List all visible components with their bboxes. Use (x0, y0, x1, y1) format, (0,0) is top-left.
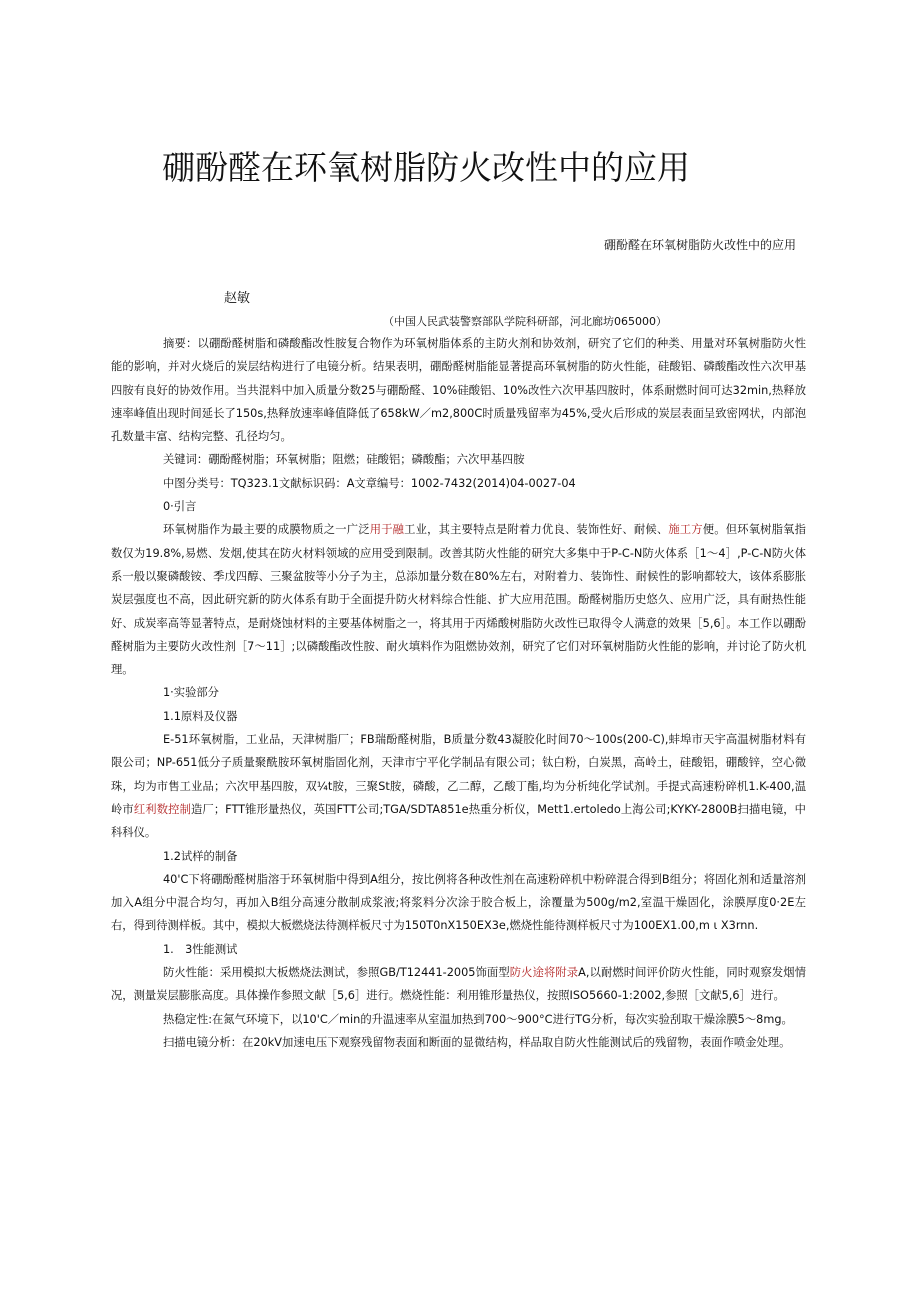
paper-body (111, 332, 806, 1054)
paper-title: 硼酚醛在环氧树脂防火改性中的应用 (162, 148, 690, 187)
fire-test-text-1: 防火性能：采用模拟大板燃烧法测试，参照GB/T12441-2005饰面型 (163, 966, 510, 980)
section-heading-materials: 1.1原料及仪器 (163, 709, 238, 723)
intro-text-2: 工业，其主要特点是附着力优良、装饰性好、耐候、 (404, 523, 669, 537)
intro-paragraph (111, 518, 806, 681)
running-head: 硼酚醛在环氧树脂防火改性中的应用 (603, 238, 796, 252)
author-name: 赵敏 (224, 291, 251, 306)
section-heading-intro: 0·引言 (163, 500, 197, 514)
fire-test-text-2: A,以耐燃时间评价防火性能，同时观察发烟情况，测量炭层膨胀高度。具体操作参照文献［5,6］进行。燃烧性能：利用锥形量热仪，按照ISO5660-1:2002,参照［文献5,6］进行。 (111, 966, 806, 1003)
fire-test-link[interactable]: 防火途将附录 (509, 966, 579, 980)
thermal-stability-paragraph: 热稳定性:在氮气环境下，以10'C／min的升温速率从室温加热到700～900°C进行TG分析，每次实验刮取干燥涂膜5～8mg。 (163, 1012, 793, 1026)
classification-line: 中图分类号：TQ323.1文献标识码：A文章编号：1002-7432(2014)04-0027-04 (163, 476, 576, 490)
abstract: 摘要：以硼酚醛树脂和磷酸酯改性胺复合物作为环氧树脂体系的主防火剂和协效剂，研究了它们的种类、用量对环氧树脂防火性能的影响，并对火烧后的炭层结构进行了电镜分析。结果表明，硼酚醛树脂能显著提高环氧树脂的防火性能，硅酸铝、磷酸酯改性六次甲基四胺有良好的协效作用。当共混料中加入质量分数25与硼酚醛、10%硅酸铝、10%改性六次甲基四胺时，体系耐燃时间可达32min,热释放速率峰值出现时间延长了150s,热释放速率峰值降低了658kW／m2,800C时质量残留率为45%,受火后形成的炭层表面呈致密网状，内部泡孔数量丰富、结构完整、孔径均匀。 (111, 337, 806, 444)
materials-text-2: 造厂；FTT锥形量热仪，英国FTT公司;TGA/SDTA851e热重分析仪，Mett1.ertoledo上海公司;KYKY-2800B扫描电镜，中科科仪。 (111, 802, 806, 840)
intro-link-2[interactable]: 施工方 (668, 523, 703, 537)
materials-text-1: E-51环氧树脂，工业品，天津树脂厂；FB瑞酚醛树脂，B质量分数43凝胶化时间70～100s(200-C),蚌埠市天宇高温树脂材料有限公司；NP-651低分子质量聚酰胺环氧树脂固化剂，天津市宁平化学制品有限公司；钛白粉，白炭黑，高岭土，硅酸铝，硼酸锌，空心微珠，均为市售工业品；六次甲基四胺，双¼t胺，三聚St胺，磷酸，乙二醇，乙酸丁酯,均为分析纯化学试剂。手提式高速粉碎机1.K-400,温岭市 (111, 733, 806, 816)
preparation-paragraph: 40'C下将硼酚醛树脂溶于环氧树脂中得到A组分，按比例将各种改性剂在高速粉碎机中粉碎混合得到B组分；将固化剂和适量溶剂加入A组分中混合均匀，再加入B组分高速分散制成浆液;将浆料分次涂于胶合板上，涂覆量为500g/m2,室温干燥固化，涂膜厚度0·2E左右，得到待测样板。其中，模拟大板燃烧法待测样板尺寸为150T0nX150EX3e,燃烧性能待测样板尺寸为100EX1.00,m ι X3rnn. (111, 872, 806, 933)
intro-text-1: 环氧树脂作为最主要的成膜物质之一广泛 (163, 523, 370, 537)
author-affiliation: （中国人民武装警察部队学院科研部，河北廊坊065000） (383, 315, 667, 328)
materials-link[interactable]: 红利数控制 (133, 802, 191, 816)
section-heading-testing: 1. 3性能测试 (163, 942, 238, 956)
section-heading-experimental: 1·实验部分 (163, 686, 219, 700)
intro-link-1[interactable]: 用于融 (369, 523, 405, 537)
section-heading-preparation: 1.2试样的制备 (163, 849, 238, 863)
fire-test-paragraph (111, 961, 806, 1008)
sem-paragraph: 扫描电镜分析：在20kV加速电压下观察残留物表面和断面的显微结构，样品取自防火性能测试后的残留物，表面作喷金处理。 (163, 1035, 791, 1049)
keywords: 关键词：硼酚醛树脂；环氧树脂；阻燃；硅酸铝；磷酸酯；六次甲基四胺 (163, 453, 525, 467)
intro-text-3: 便。但环氧树脂氧指数仅为19.8%,易燃、发烟,使其在防火材料领域的应用受到限制。改善其防火性能的研究大多集中于P-C-N防火体系［1～4］,P-C-N防火体系一般以聚磷酸铵、季戊四醇、三聚盆胺等小分子为主，总添加量分数在80%左右，对附着力、装饰性、耐候性的影响都较大，该体系膨胀炭层强度也不高，因此研究新的防火体系有助于全面提升防火材料综合性能、扩大应用范围。酚醛树脂历史悠久、应用广泛，具有耐热性能好、成炭率高等显著特点，是耐烧蚀材料的主要基体树脂之一，将其用于丙烯酸树脂防火改性已取得令人满意的效果［5,6］。本工作以硼酚醛树脂为主要防火改性剂［7～11］;以磷酸酯改性胺、耐火填料作为阻燃协效剂，研究了它们对环氧树脂防火性能的影响，并讨论了防火机理。 (111, 523, 806, 677)
materials-paragraph (111, 728, 806, 844)
